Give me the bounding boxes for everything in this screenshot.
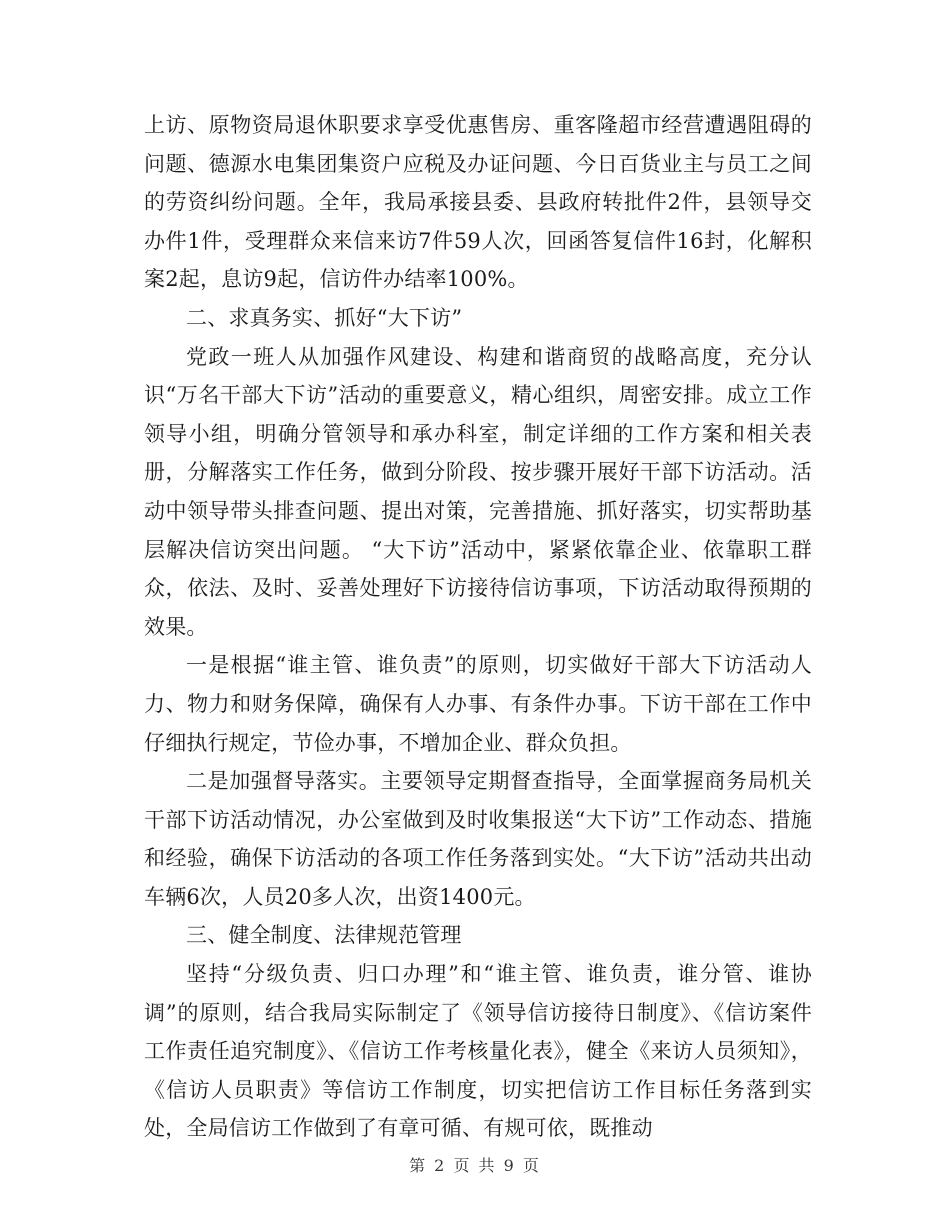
- section-heading-3: 三、健全制度、法律规范管理: [186, 923, 462, 948]
- paragraph-section-3-body: 坚持“分级负责、归口办理”和“谁主管、谁负责，谁分管、谁协调”的原则，结合我局实际制定了《领导信访接待日制度》、《信访案件工作责任追究制度》、《信访工作考核量化表》，健全《来访人员须知》，《信访人员职责》等信访工作制度，切实把信访工作目标任务落到实处，全局信访工作做到了有章可循、有规可依，既推动: [144, 962, 812, 1141]
- paragraph-continuation: 上访、原物资局退休职要求享受优惠售房、重客隆超市经营遭遇阻碍的问题、德源水电集团集资户应税及办证问题、今日百货业主与员工之间的劳资纠纷问题。全年，我局承接县委、县政府转批件2件，县领导交办件1件，受理群众来信来访7件59人次，回函答复信件16封，化解积案2起，息访9起，信访件办结率100%。: [144, 113, 812, 292]
- paragraph-point-2: 二是加强督导落实。主要领导定期督查指导，全面掌握商务局机关干部下访活动情况，办公室做到及时收集报送“大下访”工作动态、措施和经验，确保下访活动的各项工作任务落到实处。“大下访”活动共出动车辆6次，人员20多人次，出资1400元。: [144, 769, 812, 909]
- page-footer: 第 2 页 共 9 页: [409, 1156, 541, 1175]
- paragraph-point-1: 一是根据“谁主管、谁负责”的原则，切实做好干部大下访活动人力、物力和财务保障，确保有人办事、有条件办事。下访干部在工作中仔细执行规定，节俭办事，不增加企业、群众负担。: [144, 653, 812, 755]
- paragraph-section-2-intro: 党政一班人从加强作风建设、构建和谐商贸的战略高度，充分认识“万名干部大下访”活动的重要意义，精心组织，周密安排。成立工作领导小组，明确分管领导和承办科室，制定详细的工作方案和相关表册，分解落实工作任务，做到分阶段、按步骤开展好干部下访活动。活动中领导带头排查问题、提出对策，完善措施、抓好落实，切实帮助基层解决信访突出问题。 “大下访”活动中，紧紧依靠企业、依靠职工群众，依法、及时、妥善处理好下访接待信访事项，下访活动取得预期的效果。: [144, 344, 812, 639]
- section-heading-2: 二、求真务实、抓好“大下访”: [186, 305, 463, 330]
- document-body: [144, 106, 812, 1148]
